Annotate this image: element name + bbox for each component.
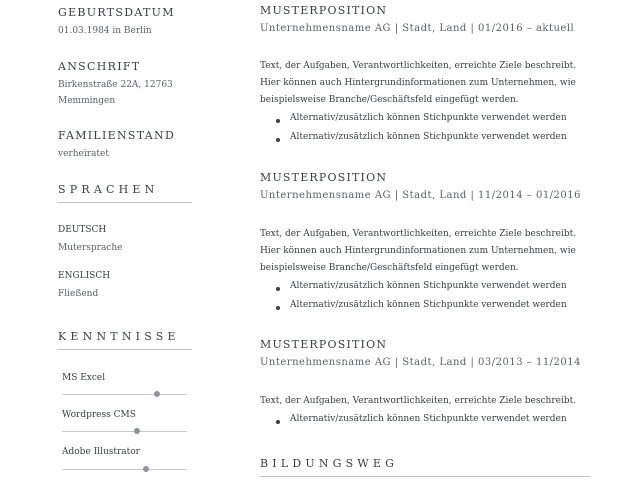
marital-status-value: verheiratet (58, 149, 109, 159)
birth-date-value: 01.03.1984 in Berlin (58, 26, 152, 36)
skill-level-indicator (134, 428, 140, 434)
skill-track (62, 431, 187, 432)
address-line-1: Birkenstraße 22A, 12763 (58, 80, 173, 90)
bullet-icon (276, 306, 280, 310)
languages-divider (58, 202, 192, 203)
job-title: MUSTERPOSITION (260, 338, 388, 351)
skill-track (62, 469, 187, 470)
bullet-icon (276, 138, 280, 142)
address-line-2: Memmingen (58, 96, 116, 106)
job-bullet: Alternativ/zusätzlich können Stichpunkte verwendet werden (290, 300, 567, 310)
job-company-line: Unternehmensname AG | Stadt, Land | 11/2014 – 01/2016 (260, 190, 581, 201)
skill-track (62, 394, 187, 395)
job-bullet: Alternativ/zusätzlich können Stichpunkte verwendet werden (290, 132, 567, 142)
job-description-line: beispielsweise Branche/Geschäftsfeld eingefügt werden. (260, 95, 519, 105)
skill-level-indicator (143, 466, 149, 472)
job-description-line: Text, der Aufgaben, Verantwortlichkeiten, erreichte Ziele beschreibt. (260, 229, 577, 239)
education-divider (260, 476, 590, 477)
job-description-line: Text, der Aufgaben, Verantwortlichkeiten, erreichte Ziele beschreibt. (260, 61, 577, 71)
skill-name: MS Excel (62, 373, 106, 383)
languages-heading: SPRACHEN (58, 183, 159, 196)
bullet-icon (276, 420, 280, 424)
skill-level-indicator (154, 391, 160, 397)
job-title: MUSTERPOSITION (260, 4, 388, 17)
job-description-line: Text, der Aufgaben, Verantwortlichkeiten, erreichte Ziele beschreibt. (260, 396, 577, 406)
skills-divider (58, 349, 192, 350)
job-bullet: Alternativ/zusätzlich können Stichpunkte verwendet werden (290, 281, 567, 291)
job-title: MUSTERPOSITION (260, 171, 388, 184)
language-level: Mutersprache (58, 243, 123, 253)
education-heading: BILDUNGSWEG (260, 457, 399, 470)
address-label: ANSCHRIFT (58, 60, 141, 73)
job-description-line: Hier können auch Hintergrundinformationen zum Unternehmen, wie (260, 246, 576, 256)
job-description-line: beispielsweise Branche/Geschäftsfeld eingefügt werden. (260, 263, 519, 273)
job-bullet: Alternativ/zusätzlich können Stichpunkte verwendet werden (290, 113, 567, 123)
language-name: ENGLISCH (58, 271, 111, 281)
skills-heading: KENNTNISSE (58, 330, 180, 343)
skill-name: Wordpress CMS (62, 410, 136, 420)
skill-name: Adobe Illustrator (62, 447, 140, 457)
bullet-icon (276, 287, 280, 291)
language-level: Fließend (58, 289, 99, 299)
job-company-line: Unternehmensname AG | Stadt, Land | 03/2013 – 11/2014 (260, 357, 581, 368)
marital-status-label: FAMILIENSTAND (58, 129, 176, 142)
job-description-line: Hier können auch Hintergrundinformationen zum Unternehmen, wie (260, 78, 576, 88)
language-name: DEUTSCH (58, 225, 107, 235)
birth-date-label: GEBURTSDATUM (58, 6, 175, 19)
job-company-line: Unternehmensname AG | Stadt, Land | 01/2016 – aktuell (260, 23, 575, 34)
bullet-icon (276, 119, 280, 123)
job-bullet: Alternativ/zusätzlich können Stichpunkte verwendet werden (290, 414, 567, 424)
